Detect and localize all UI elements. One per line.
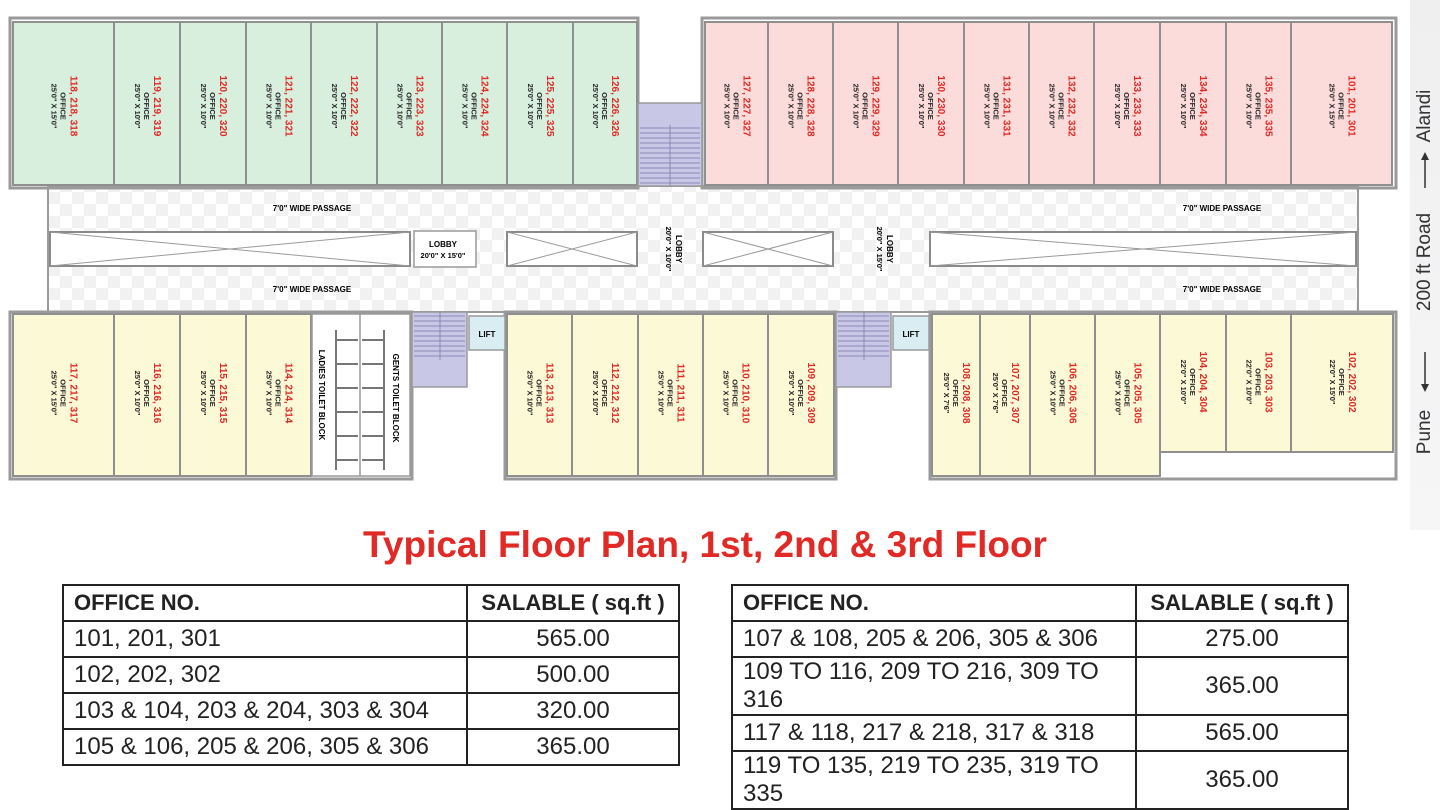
office-room [1029, 22, 1094, 185]
room-name: OFFICE [665, 379, 675, 407]
room-size: 25'0" X 10'0" [787, 370, 796, 416]
room-number: 134, 234, 334 [1197, 75, 1208, 137]
table-row [732, 621, 1348, 657]
room-name: OFFICE [534, 379, 544, 407]
bottom-staircase-left [412, 312, 467, 387]
room-size: 25'0" X 10'0" [133, 370, 142, 416]
room-size: 25'0" X 10'0" [264, 83, 274, 129]
void-mid-1 [507, 232, 637, 266]
room-number: 107, 207, 307 [1009, 362, 1020, 424]
lobby-mid1-size: 20'0" X 10'0" [664, 226, 673, 272]
area-table-left [62, 584, 680, 766]
alandi-label: Alandi [1414, 89, 1435, 143]
room-number: 126, 226, 326 [609, 75, 620, 137]
void-left [50, 232, 410, 266]
void-mid-2 [703, 232, 833, 266]
office-no-cell: 109 TO 116, 209 TO 216, 309 TO 316 [732, 657, 1136, 715]
room-number: 125, 225, 325 [544, 75, 555, 137]
room-name: OFFICE [1188, 368, 1197, 396]
room-name: OFFICE [58, 92, 68, 120]
room-size: 25'0" X 10'0" [722, 83, 732, 129]
room-number: 119, 219, 319 [151, 75, 162, 137]
passage-label-bottom-right: 7'0" WIDE PASSAGE [1182, 285, 1262, 294]
office-room [114, 314, 180, 476]
room-size: 25'0" X 15'0" [49, 370, 59, 416]
top-staircase [638, 103, 702, 186]
room-name: OFFICE [339, 92, 348, 120]
room-name: OFFICE [991, 92, 1001, 120]
office-room [1030, 314, 1095, 476]
office-room [980, 314, 1030, 476]
lift-right [893, 316, 929, 350]
salable-cell: 500.00 [467, 657, 679, 693]
room-size: 25'0" X 7'6" [942, 372, 951, 414]
table-row [63, 621, 679, 657]
room-name: OFFICE [1122, 92, 1131, 120]
room-size: 25'0" X 10'0" [851, 83, 861, 129]
office-room [114, 22, 180, 185]
room-number: 133, 233, 333 [1131, 75, 1142, 137]
salable-cell: 320.00 [467, 693, 679, 729]
office-room [1160, 22, 1226, 185]
room-name: OFFICE [535, 92, 544, 120]
office-room [932, 314, 980, 476]
office-room [507, 314, 572, 476]
office-room [377, 22, 442, 185]
office-room [13, 314, 114, 476]
passage-label-bottom-left: 7'0" WIDE PASSAGE [272, 285, 352, 294]
lift-left [469, 316, 505, 350]
room-number: 127, 227, 327 [740, 75, 752, 137]
room-name: OFFICE [951, 379, 960, 407]
room-size: 25'0" X 10'0" [1113, 83, 1122, 129]
office-no-cell: 105 & 106, 205 & 206, 305 & 306 [63, 729, 467, 765]
room-size: 25'0" X 10'0" [395, 83, 405, 129]
office-room [898, 22, 964, 185]
office-room [13, 22, 114, 185]
office-no-cell: 101, 201, 301 [63, 621, 467, 657]
room-number: 122, 222, 322 [348, 75, 359, 137]
room-size: 22'0" X 10'0" [1244, 359, 1254, 405]
office-room [442, 22, 507, 185]
room-name: OFFICE [926, 92, 935, 120]
room-size: 25'0" X 10'0" [199, 83, 208, 129]
room-number: 121, 221, 321 [282, 75, 294, 137]
office-room [507, 22, 573, 185]
room-name: OFFICE [795, 92, 805, 120]
office-no-cell: 107 & 108, 205 & 206, 305 & 306 [732, 621, 1136, 657]
office-room [964, 22, 1029, 185]
room-name: OFFICE [730, 379, 740, 407]
salable-cell: 565.00 [1136, 715, 1348, 751]
void-right [930, 232, 1356, 266]
office-room [180, 314, 246, 476]
room-number: 104, 204, 304 [1197, 351, 1208, 413]
lobby-left-size: 20'0" X 15'0" [420, 251, 466, 260]
room-size: 25'0" X 10'0" [1179, 83, 1188, 129]
office-room [703, 314, 768, 476]
room-size: 25'0" X 10'0" [786, 83, 796, 129]
room-number: 130, 230, 330 [935, 75, 946, 137]
room-name: OFFICE [142, 379, 151, 407]
office-room [246, 22, 311, 185]
room-size: 25'0" X 10'0" [199, 370, 208, 416]
lobby-mid2-size: 20'0" X 15'0" [875, 226, 884, 272]
room-size: 25'0" X 10'0" [1047, 83, 1057, 129]
room-name: OFFICE [208, 92, 217, 120]
room-name: OFFICE [1253, 368, 1263, 396]
room-size: 25'0" X 15'0" [1327, 83, 1337, 129]
room-size: 25'0" X 10'0" [917, 83, 926, 129]
room-name: OFFICE [1122, 379, 1132, 407]
room-number: 103, 203, 303 [1262, 351, 1274, 413]
room-size: 25'0" X 10'0" [591, 83, 600, 129]
side-direction-strip [1410, 0, 1440, 530]
salable-header: SALABLE ( sq.ft ) [467, 585, 679, 621]
room-number: 135, 235, 335 [1262, 75, 1274, 137]
room-number: 113, 213, 313 [543, 362, 555, 424]
office-no-cell: 103 & 104, 203 & 204, 303 & 304 [63, 693, 467, 729]
room-name: OFFICE [404, 92, 414, 120]
room-number: 111, 211, 311 [674, 363, 686, 423]
office-room [705, 22, 768, 185]
room-name: OFFICE [208, 379, 217, 407]
room-name: OFFICE [58, 379, 68, 407]
office-no-cell: 119 TO 135, 219 TO 235, 319 TO 335 [732, 751, 1136, 809]
table-row [63, 729, 679, 765]
room-name: OFFICE [796, 379, 805, 407]
office-room [638, 314, 703, 476]
room-number: 131, 231, 331 [1000, 75, 1012, 137]
office-no-header: OFFICE NO. [63, 585, 467, 621]
pune-label: Pune [1414, 409, 1435, 455]
office-no-cell: 117 & 118, 217 & 218, 317 & 318 [732, 715, 1136, 751]
office-no-cell: 102, 202, 302 [63, 657, 467, 693]
room-number: 124, 224, 324 [478, 75, 490, 137]
office-room [1226, 22, 1291, 185]
room-name: OFFICE [1057, 379, 1067, 407]
room-number: 116, 216, 316 [151, 362, 162, 424]
salable-header: SALABLE ( sq.ft ) [1136, 585, 1348, 621]
table-row [732, 715, 1348, 751]
gents-toilet-label: GENTS TOILET BLOCK [391, 353, 400, 443]
room-number: 108, 208, 308 [960, 362, 971, 424]
room-name: OFFICE [1000, 379, 1009, 407]
room-number: 118, 218, 318 [67, 75, 79, 137]
room-name: OFFICE [600, 379, 609, 407]
room-size: 25'0" X 10'0" [525, 370, 535, 416]
office-room [1160, 314, 1226, 452]
room-number: 114, 214, 314 [282, 362, 294, 424]
room-size: 25'0" X 10'0" [133, 83, 142, 129]
room-number: 123, 223, 323 [413, 75, 425, 137]
room-size: 25'0" X 10'0" [721, 370, 731, 416]
arrow-down-icon [1421, 384, 1429, 392]
office-room [768, 314, 834, 476]
table-row [63, 657, 679, 693]
lobby-mid1-name: LOBBY [674, 235, 683, 263]
salable-cell: 275.00 [1136, 621, 1348, 657]
office-room [833, 22, 898, 185]
room-size: 25'0" X 15'0" [49, 83, 59, 129]
lobby-left-name: LOBBY [429, 240, 457, 249]
room-size: 22'0" X 10'0" [1179, 359, 1188, 405]
road-label: 200 ft Road [1414, 212, 1435, 312]
room-number: 102, 202, 302 [1346, 351, 1357, 413]
room-number: 129, 229, 329 [869, 75, 881, 137]
room-size: 25'0" X 10'0" [330, 83, 339, 129]
table-row [732, 751, 1348, 809]
room-number: 106, 206, 306 [1066, 362, 1078, 424]
room-name: OFFICE [273, 379, 283, 407]
lobby-left-box [414, 231, 476, 267]
table-header-row [732, 585, 1348, 621]
ladies-toilet-label: LADIES TOILET BLOCK [317, 349, 326, 441]
lobby-mid2-name: LOBBY [885, 235, 894, 263]
room-name: OFFICE [273, 92, 283, 120]
room-size: 25'0" X 10'0" [1244, 83, 1254, 129]
office-no-header: OFFICE NO. [732, 585, 1136, 621]
room-name: OFFICE [1336, 92, 1346, 120]
room-number: 109, 209, 309 [805, 362, 816, 424]
room-name: OFFICE [731, 92, 741, 120]
room-size: 22'0" X 15'0" [1328, 359, 1337, 405]
room-number: 101, 201, 301 [1345, 75, 1357, 137]
room-size: 25'0" X 10'0" [591, 370, 600, 416]
room-name: OFFICE [1337, 368, 1346, 396]
room-size: 25'0" X 7'6" [991, 372, 1000, 414]
room-name: OFFICE [860, 92, 870, 120]
salable-cell: 365.00 [467, 729, 679, 765]
room-size: 25'0" X 10'0" [264, 370, 274, 416]
room-size: 25'0" X 10'0" [1113, 370, 1123, 416]
passage-label-top-right: 7'0" WIDE PASSAGE [1182, 204, 1262, 213]
room-size: 25'0" X 10'0" [526, 83, 535, 129]
room-name: OFFICE [1253, 92, 1263, 120]
table-row [63, 693, 679, 729]
office-room [1291, 314, 1393, 452]
salable-cell: 365.00 [1136, 657, 1348, 715]
room-number: 115, 215, 315 [217, 362, 228, 424]
room-number: 105, 205, 305 [1131, 362, 1143, 424]
area-table-right [731, 584, 1349, 810]
room-number: 120, 220, 320 [217, 75, 228, 137]
passage-label-top-left: 7'0" WIDE PASSAGE [272, 204, 352, 213]
room-number: 112, 212, 312 [609, 362, 620, 424]
office-room [311, 22, 377, 185]
office-room [180, 22, 246, 185]
room-name: OFFICE [142, 92, 151, 120]
lift-right-label: LIFT [902, 330, 920, 339]
room-name: OFFICE [1188, 92, 1197, 120]
office-room [768, 22, 833, 185]
room-number: 110, 210, 310 [739, 362, 751, 424]
room-number: 128, 228, 328 [804, 75, 816, 137]
salable-cell: 365.00 [1136, 751, 1348, 809]
office-room [1291, 22, 1392, 185]
office-room [1095, 314, 1160, 476]
room-size: 25'0" X 10'0" [460, 83, 470, 129]
room-name: OFFICE [600, 92, 609, 120]
room-name: OFFICE [1056, 92, 1066, 120]
office-room [1226, 314, 1291, 452]
room-size: 25'0" X 10'0" [1048, 370, 1058, 416]
room-size: 25'0" X 10'0" [656, 370, 666, 416]
office-room [246, 314, 311, 476]
office-room [573, 22, 637, 185]
arrow-up-icon [1421, 152, 1429, 160]
room-number: 117, 217, 317 [67, 362, 79, 424]
salable-cell: 565.00 [467, 621, 679, 657]
room-size: 25'0" X 10'0" [982, 83, 992, 129]
office-room [572, 314, 638, 476]
room-name: OFFICE [469, 92, 479, 120]
bottom-staircase-right [836, 312, 891, 387]
page-title: Typical Floor Plan, 1st, 2nd & 3rd Floor [363, 524, 1047, 565]
table-header-row [63, 585, 679, 621]
room-number: 132, 232, 332 [1065, 75, 1077, 137]
lift-left-label: LIFT [478, 330, 496, 339]
office-room [1094, 22, 1160, 185]
table-row [732, 657, 1348, 715]
